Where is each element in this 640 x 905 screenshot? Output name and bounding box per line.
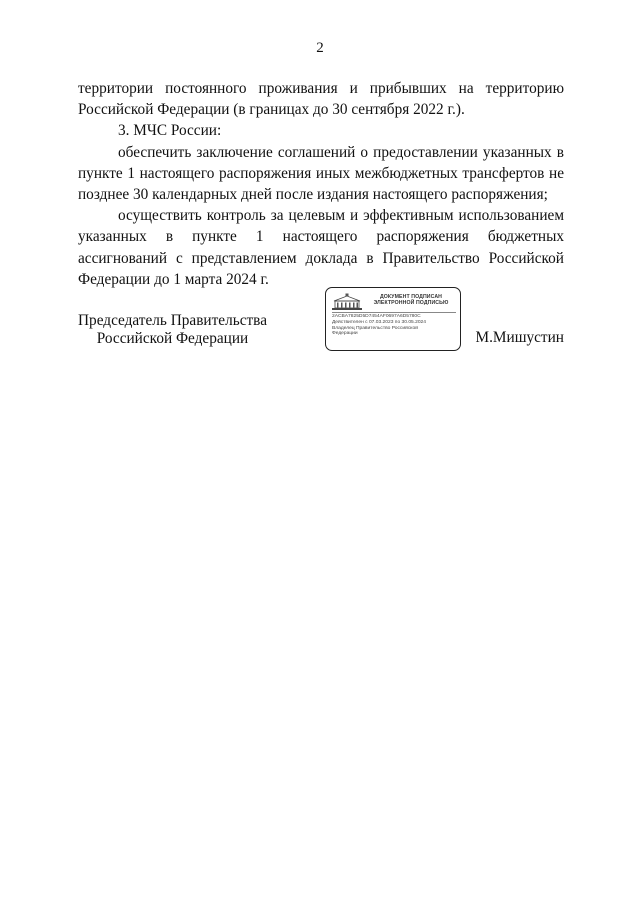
stamp-certificate: 2ACBA7825D5D7454AF0697A6D5780C xyxy=(332,314,421,319)
coat-of-arms-icon xyxy=(332,293,362,311)
stamp-validity: Действителен с 07.03.2023 по 30.05.2024 xyxy=(332,319,426,325)
document-body xyxy=(78,78,564,290)
signer-title-line-2: Российской Федерации xyxy=(96,330,249,347)
stamp-owner-line-1: Владелец Правительство Российской xyxy=(332,325,418,331)
paragraph-control: осуществить контроль за целевым и эффективным использованием указанных в пункте 1 настоящего распоряжения бюджетных ассигнований с представлением доклада в Правительство Российской Федерации до 1 марта 2024 г. xyxy=(78,207,564,288)
stamp-owner-line-2: Федерации xyxy=(332,331,358,337)
signer-name: М.Мишустин xyxy=(475,329,564,346)
stamp-heading-line-2: ЭЛЕКТРОННОЙ ПОДПИСЬЮ xyxy=(373,300,449,307)
stamp-details xyxy=(332,314,458,337)
stamp-heading-line-1: ДОКУМЕНТ ПОДПИСАН xyxy=(379,294,443,300)
electronic-signature-stamp xyxy=(325,287,461,351)
signer-title xyxy=(78,312,267,348)
stamp-divider xyxy=(332,312,456,313)
signer-title-line-1: Председатель Правительства xyxy=(78,312,267,329)
paragraph-agreements: обеспечить заключение соглашений о предоставлении указанных в пункте 1 настоящего распоряжения иных межбюджетных трансфертов не позднее 30 календарных дней после издания настоящего распоряжения; xyxy=(78,143,564,204)
paragraph-item-3-heading: 3. МЧС России: xyxy=(118,122,222,140)
paragraph-continuation: территории постоянного проживания и прибывших на территорию Российской Федерации (в границах до 30 сентября 2022 г.). xyxy=(78,80,564,119)
stamp-heading xyxy=(366,294,456,307)
page-number: 2 xyxy=(316,40,324,56)
